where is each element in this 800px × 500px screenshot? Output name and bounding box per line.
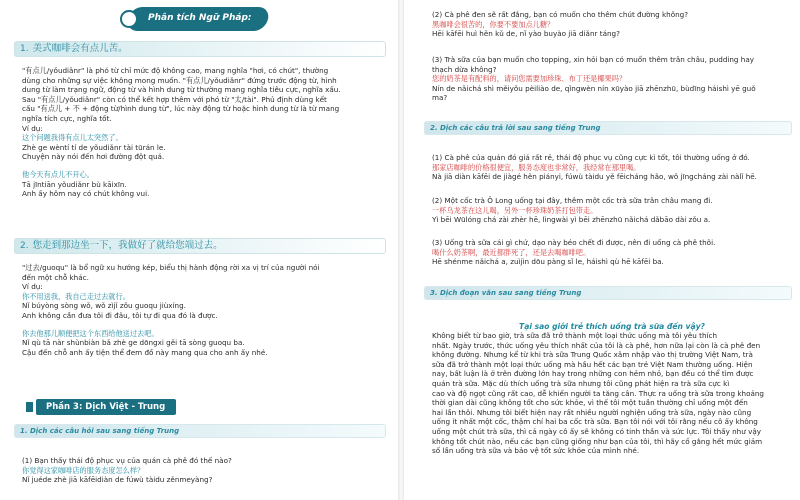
answer-3: (3) Uống trà sữa cái gì chứ, dạo này béo chết đi được, nên đi uống cà phê thôi. 喝什么奶茶啊，最近都胖死了，还是去喝咖啡吧。 Hē shénme nǎichá a, zuìjìn dōu pàng sǐ le, háishì qù hē kāfēi ba. — [432, 238, 716, 267]
banner-circle-icon — [120, 10, 138, 28]
answer-2: (2) Một cốc trà Ô Long uống tại đây, thêm một cốc trà sữa trân châu mang đi. 一杯乌龙茶在这儿喝，另外一杯珍珠奶茶打包带走。 Yì bēi Wūlóng chá zài zhèr hē, lìngwài yì bēi zhēnzhū nǎichá dǎbāo dài zǒu a. — [432, 196, 713, 225]
answer-1: (1) Cà phê của quán đó giá rất rẻ, thái độ phục vụ cũng cực kì tốt, tôi thường uống ở đó. 那家店咖啡的价格很便宜，服务态度也非常好，我经常在那里喝。 Nà jiā diàn kāfēi de jiàgé hěn piányi, fúwù tàidu yě fēicháng hǎo, wǒ jīngcháng zài nàlǐ hē. — [432, 153, 757, 182]
grammar-point-2-header: 2. 您走到那边坐一下，我做好了就给您端过去。 — [14, 238, 386, 254]
question-2: (2) Cà phê đen sẽ rất đắng, bạn có muốn cho thêm chút đường không? 黑咖啡会很苦的，你要不要加点儿糖？ Hēi kāfēi huì hěn kǔ de, nǐ yào buyào jiā diǎnr táng? — [432, 10, 689, 39]
grammar-point-1-header: 1. 美式咖啡会有点儿苦。 — [14, 41, 386, 57]
passage: Tại sao giới trẻ thích uống trà sữa đến vậy? Không biết từ bao giờ, trà sữa đã trở thành một loại thức uống mà tôi yêu thích nhất. Ngày trước, thức uống yêu thích nhất của tôi là cà phê, hơn nữa lại còn là cà phê đen không đường. Nhưng kể từ khi trà sữa Trung Quốc xâm nhập vào thị trường Việt Nam, trà sữa đã trở thành một loại thức uống mà hầu hết các bạn trẻ Việt Nam thường uống. Hiện nay, bất luận là ở trên đường lớn hay trong những con hẻm nhỏ, bạn đều có thể tìm được quán trà sữa. Mặc dù thích uống trà sữa nhưng tôi cũng phát hiện ra trà sữa cực kì cao và độ ngọt cũng rất cao, dễ khiến người ta tăng cân. Thực ra uống trà sữa trong khoảng thời gian dài cũng không tốt cho sức khỏe, vì thế tôi một tuần thường chỉ uống một đến hai lần thôi. Nhưng tôi biết hiện nay rất nhiều người nghiện uống trà sữa, ngày nào cũng uống ít nhất một cốc, thậm chí hai ba cốc trà sữa. Bạn tôi nói với tôi rằng nếu cô ấy không uống một chút trà sữa, thì cả ngày cô ấy sẽ không có tinh thần và sức lực. Tôi thấy như vậy không tốt chút nào, nếu các bạn cũng giống như bạn của tôi, thì hãy cố gắng hết mức giảm số lần uống trà sữa và bảo vệ tốt sức khỏe của mình nhé. — [432, 322, 792, 456]
section-1-header: 1. Dịch các câu hỏi sau sang tiếng Trung — [14, 424, 386, 438]
section-3-header: 3. Dịch đoạn văn sau sang tiếng Trung — [424, 286, 792, 300]
right-page — [404, 0, 800, 500]
banner-title: Phân tích Ngữ Pháp: — [148, 13, 252, 23]
question-1: (1) Bạn thấy thái độ phục vụ của quán cà phê đó thế nào? 你觉得这家咖啡店的服务态度怎么样？ Nǐ juéde zhè jiā kāfēidiàn de fúwù tàidu zěnmeyàng? — [22, 456, 232, 485]
grammar-banner — [120, 4, 270, 34]
section-2-header: 2. Dịch các câu trả lời sau sang tiếng Trung — [424, 121, 792, 135]
part-3-tag-icon — [26, 402, 33, 412]
part-3-title: Phần 3: Dịch Việt - Trung — [46, 402, 166, 412]
question-3: (3) Trà sữa của bạn muốn cho topping, xin hỏi bạn có muốn thêm trân châu, pudding hay thạch dừa không? 您的奶茶是有配料的，请问您需要加珍珠、布丁还是椰果吗？ Nín de nǎichá shì měiyǒu pèiliào de, qǐngwèn nín xūyào jiā zhēnzhū, bùdīng háishì yē guǒ ma? — [432, 55, 756, 103]
grammar-point-1-body: "有点儿/yǒudiǎnr" là phó từ chỉ mức độ không cao, mang nghĩa "hơi, có chút", thường dùng cho những sự việc không mong muốn. "有点儿/yǒudiǎnr" đứng trước động từ, hình dung từ làm trạng ngữ, động từ và hình dung từ thường mang nghĩa tiêu cực, nghĩa xấu. Sau "有点儿/yǒudiǎnr" còn có thể kết hợp thêm với phó từ "太/tài". Phủ định dùng kết cấu "有点儿 + 不 + động từ/hình dung từ", lúc này động từ hoặc hình dung từ là từ mang nghĩa tích cực, nghĩa tốt. Ví dụ: 这个问题我得有点儿太突然了。 Zhè ge wèntí tí de yǒudiǎnr tài tūrán le. Chuyện này nói đến hơi đường đột quá. 他今天有点儿不开心。 Tā jīntiān yǒudiǎnr bù kāixīn. Anh ấy hôm nay có chút không vui. — [22, 66, 341, 199]
grammar-point-2-body: "过去/guoqu" là bổ ngữ xu hướng kép, biểu thị hành động rời xa vị trí của người nói đến một chỗ khác. Ví dụ: 你不用送我，我自己走过去就行。 Nǐ búyòng sòng wǒ, wǒ zìjǐ zǒu guoqu jiùxíng. Anh không cần đưa tôi đi đâu, tôi tự đi qua đó là được. 你去他那儿顺便把这个东西给他送过去吧。 Nǐ qù tā nàr shùnbiàn bǎ zhè ge dōngxi gěi tā sòng guoqu ba. Cậu đến chỗ anh ấy tiện thể đem đồ này mang qua cho anh ấy nhé. — [22, 263, 320, 357]
part-3-banner — [26, 399, 176, 415]
passage-title: Tại sao giới trẻ thích uống trà sữa đến vậy? — [519, 322, 705, 331]
